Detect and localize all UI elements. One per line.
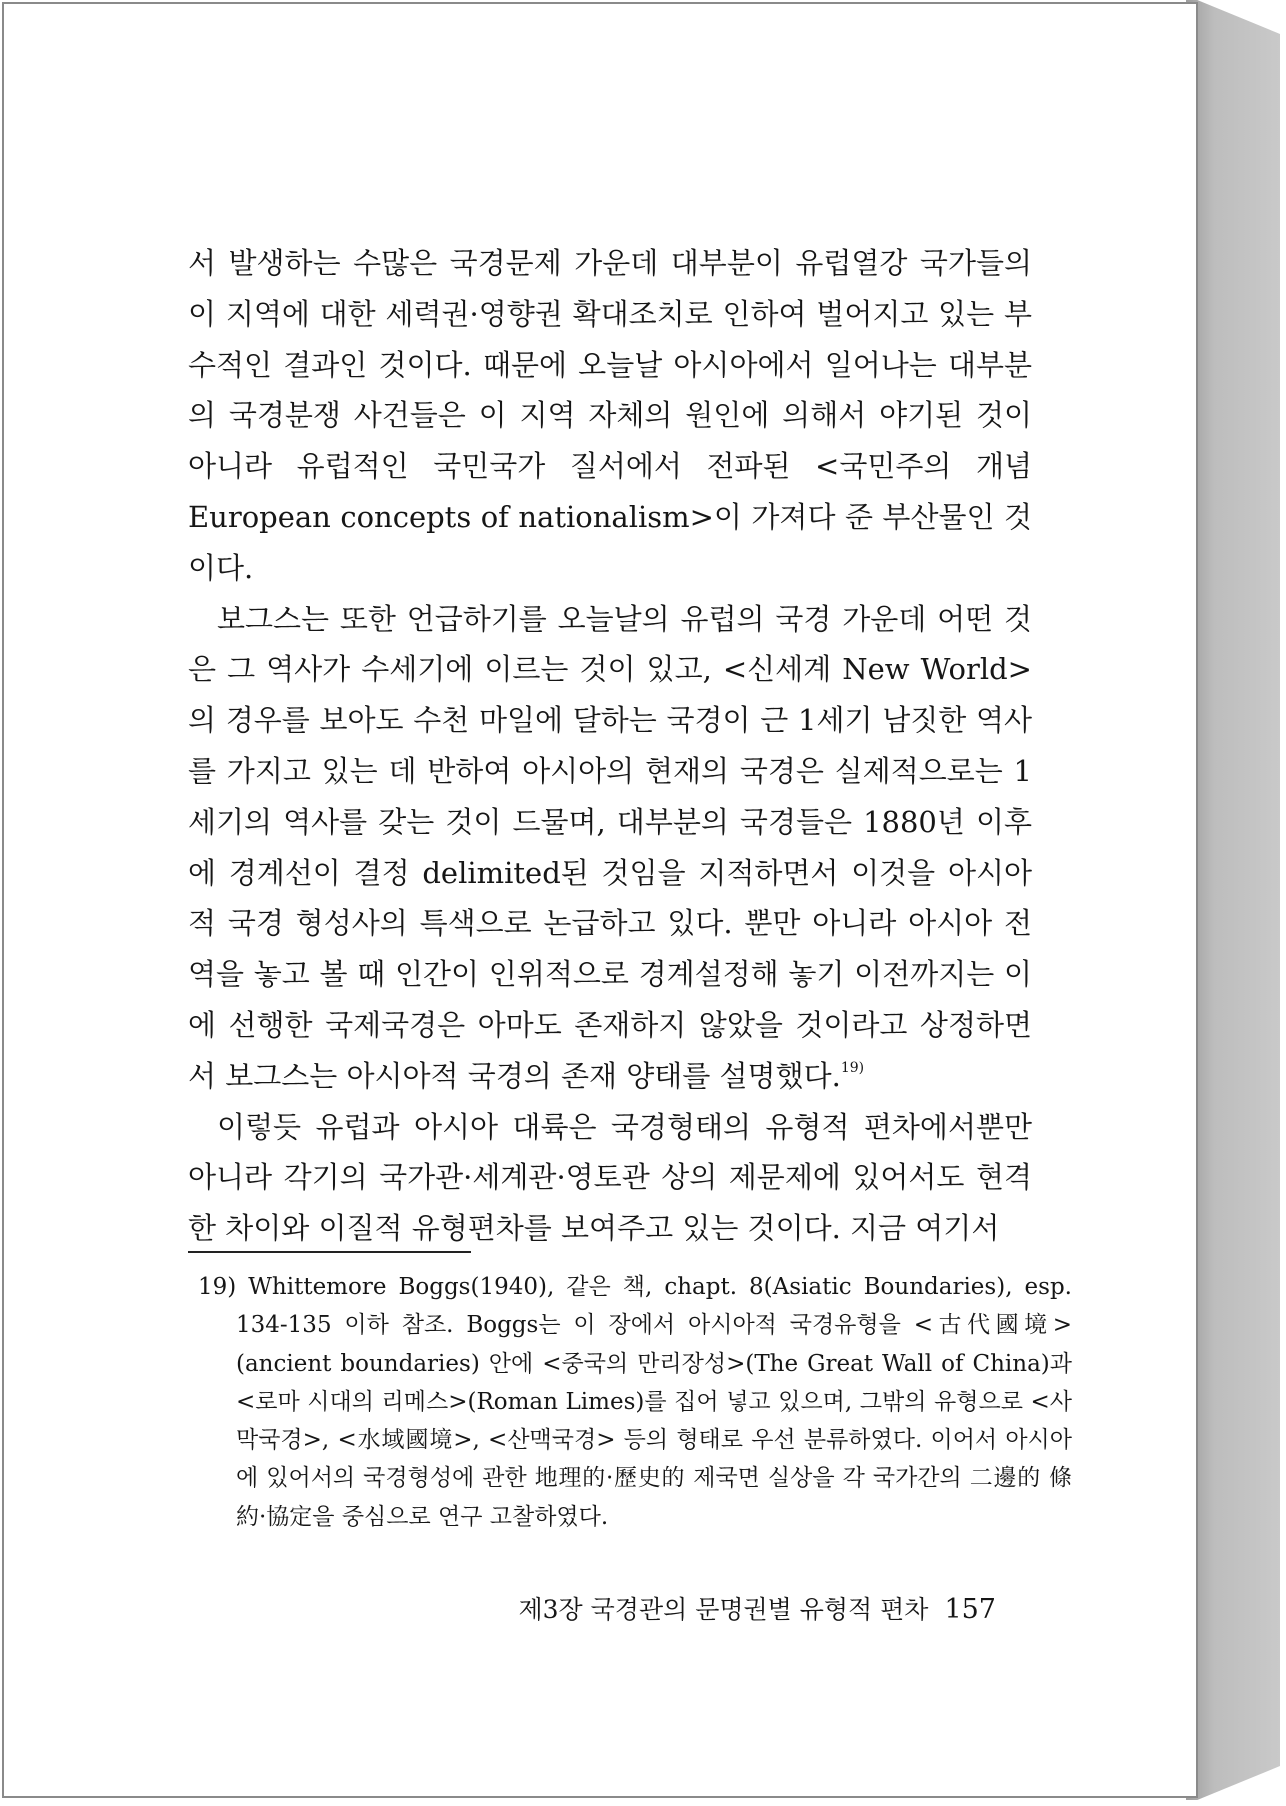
chapter-title: 제3장 국경관의 문명권별 유형적 편차 — [518, 1595, 929, 1624]
running-footer — [519, 1590, 997, 1626]
footnote-reference: 19) — [840, 1059, 865, 1076]
paragraph-2: 보그스는 또한 언급하기를 오늘날의 유럽의 국경 가운데 어떤 것은 그 역사가 수세기에 이르는 것이 있고, <신세계 New World>의 경우를 보아도 수천 마일에 달하는 국경이 근 1세기 남짓한 역사를 가지고 있는 데 반하여 아시아의 현재의 국경은 실제적으로는 1세기의 역사를 갖는 것이 드물며, 대부분의 국경들은 1880년 이후에 경계선이 결정 delimited된 것임을 지적하면서 이것을 아시아적 국경 형성사의 특색으로 논급하고 있다. 뿐만 아니라 아시아 전역을 놓고 볼 때 인간이 인위적으로 경계설정해 놓기 이전까지는 이에 선행한 국제국경은 아마도 존재하지 않았을 것이라고 상정하면서 보그스는 아시아적 국경의 존재 양태를 설명했다.$^{19)}$ — [188, 601, 1032, 1093]
paragraph-3: 이렇듯 유럽과 아시아 대륙은 국경형태의 유형적 편차에서뿐만 아니라 각기의 국가관·세계관·영토관 상의 제문제에 있어서도 현격한 차이와 이질적 유형편차를 보여주고 있는 것이다. 지금 여기서 — [188, 1109, 1032, 1246]
paragraph-1: 서 발생하는 수많은 국경문제 가운데 대부분이 유럽열강 국가들의 이 지역에 대한 세력권·영향권 확대조치로 인하여 벌어지고 있는 부수적인 결과인 것이다. 때문에 오늘날 아시아에서 일어나는 대부분의 국경분쟁 사건들은 이 지역 자체의 원인에 의해서 야기된 것이 아니라 유럽적인 국민국가 질서에서 전파된 <국민주의 개념 European concepts of nationalism>이 가져다 준 부산물인 것이다. — [188, 246, 1032, 585]
footnote-19: 19) Whittemore Boggs(1940), 같은 책, chapt. 8(Asiatic Boundaries), esp. 134-135 이하 참조. Boggs는 이 장에서 아시아적 국경유형을 <古代國境>(ancient boundaries) 안에 <중국의 만리장성>(The Great Wall of China)과 <로마 시대의 리메스>(Roman Limes)를 집어 넣고 있으며, 그밖의 유형으로 <사막국경>, <水域國境>, <산맥국경> 등의 형태로 우선 분류하였다. 이어서 아시아에 있어서의 국경형성에 관한 地理的·歷史的 제국면 실상을 각 국가간의 二邊的 條約·協定을 중심으로 연구 고찰하였다. — [198, 1274, 1072, 1530]
page-edge-shadow — [1186, 0, 1280, 1800]
page-number: 157 — [944, 1594, 996, 1625]
body-text — [188, 238, 1032, 1254]
footnote-divider — [188, 1251, 471, 1253]
